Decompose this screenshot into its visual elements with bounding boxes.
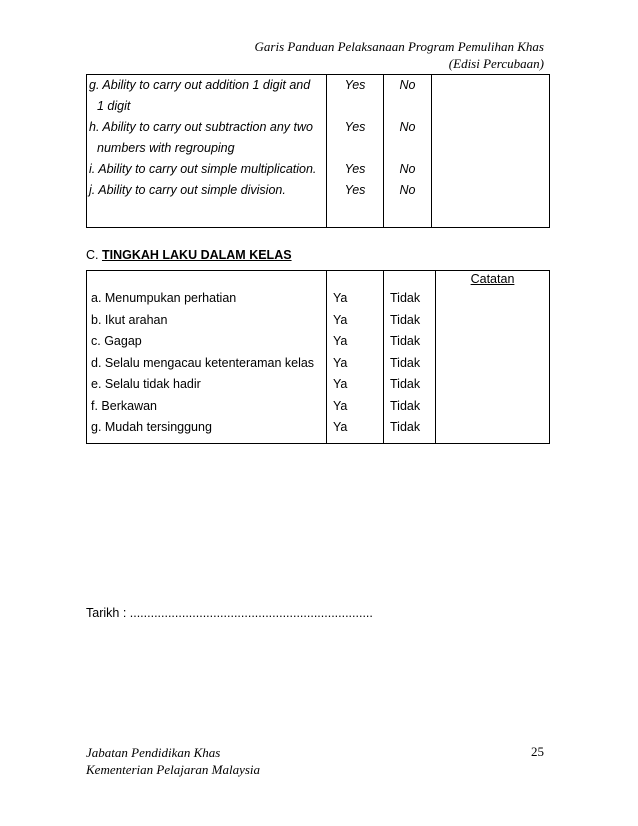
no-option[interactable]: No xyxy=(399,162,416,176)
tidak-option[interactable]: Tidak xyxy=(390,291,421,305)
yes-option[interactable]: Yes xyxy=(344,183,366,197)
no-option[interactable]: No xyxy=(399,120,416,134)
tidak-option[interactable]: Tidak xyxy=(390,334,421,348)
skill-item: j. Ability to carry out simple division. xyxy=(89,183,286,197)
yes-column xyxy=(327,75,384,228)
yes-option[interactable]: Yes xyxy=(344,162,366,176)
no-option[interactable]: No xyxy=(399,183,416,197)
table-row xyxy=(87,75,550,228)
tidak-option[interactable]: Tidak xyxy=(390,312,421,327)
ya-option[interactable]: Ya xyxy=(333,377,348,391)
behaviour-item: d. Selalu mengacau ketenteraman kelas xyxy=(91,355,315,370)
tidak-option[interactable]: Tidak xyxy=(390,420,421,434)
notes-cell[interactable] xyxy=(432,75,550,228)
tidak-option[interactable]: Tidak xyxy=(390,355,421,370)
behaviour-cell xyxy=(87,271,327,444)
ya-option[interactable]: Ya xyxy=(333,398,348,413)
ya-option[interactable]: Ya xyxy=(333,334,348,348)
skills-cell xyxy=(87,75,327,228)
skill-item: i. Ability to carry out simple multiplication. xyxy=(89,162,317,176)
header-title: Garis Panduan Pelaksanaan Program Pemulihan Khas xyxy=(254,39,544,54)
section-c-heading xyxy=(86,248,292,262)
behaviour-item: c. Gagap xyxy=(91,334,142,348)
ya-column xyxy=(327,271,384,444)
ya-option[interactable]: Ya xyxy=(333,355,348,370)
ya-option[interactable]: Ya xyxy=(333,420,348,434)
catatan-cell[interactable] xyxy=(436,271,550,444)
behaviour-table xyxy=(86,270,550,444)
header-edition: (Edisi Percubaan) xyxy=(448,56,544,71)
section-c-title: TINGKAH LAKU DALAM KELAS xyxy=(101,248,292,262)
skill-item: g. Ability to carry out addition 1 digit and xyxy=(89,78,311,92)
page-header xyxy=(255,38,544,72)
tidak-column xyxy=(384,271,436,444)
section-c-prefix: C. xyxy=(86,248,99,262)
page-number: 25 xyxy=(531,744,544,759)
page-footer xyxy=(86,744,260,778)
tidak-option[interactable]: Tidak xyxy=(390,377,421,391)
footer-department: Jabatan Pendidikan Khas xyxy=(86,745,221,760)
date-field[interactable]: Tarikh : ...................................................................... xyxy=(86,606,373,620)
no-column xyxy=(384,75,432,228)
ya-option[interactable]: Ya xyxy=(333,312,348,327)
behaviour-item: b. Ikut arahan xyxy=(91,312,168,327)
tidak-option[interactable]: Tidak xyxy=(390,398,421,413)
footer-ministry: Kementerian Pelajaran Malaysia xyxy=(86,762,261,777)
skill-item-cont: 1 digit xyxy=(97,99,131,113)
table-row xyxy=(87,271,550,444)
yes-option[interactable]: Yes xyxy=(344,120,366,134)
yes-option[interactable]: Yes xyxy=(344,78,366,92)
ya-option[interactable]: Ya xyxy=(333,291,348,305)
skill-item-cont: numbers with regrouping xyxy=(97,141,235,155)
skills-table xyxy=(86,74,550,228)
no-option[interactable]: No xyxy=(399,78,416,92)
behaviour-item: a. Menumpukan perhatian xyxy=(91,291,237,305)
behaviour-item: f. Berkawan xyxy=(91,398,158,413)
skill-item: h. Ability to carry out subtraction any two xyxy=(89,120,313,134)
catatan-label: Catatan xyxy=(470,272,515,286)
behaviour-item: e. Selalu tidak hadir xyxy=(91,377,201,391)
behaviour-item: g. Mudah tersinggung xyxy=(91,420,212,434)
